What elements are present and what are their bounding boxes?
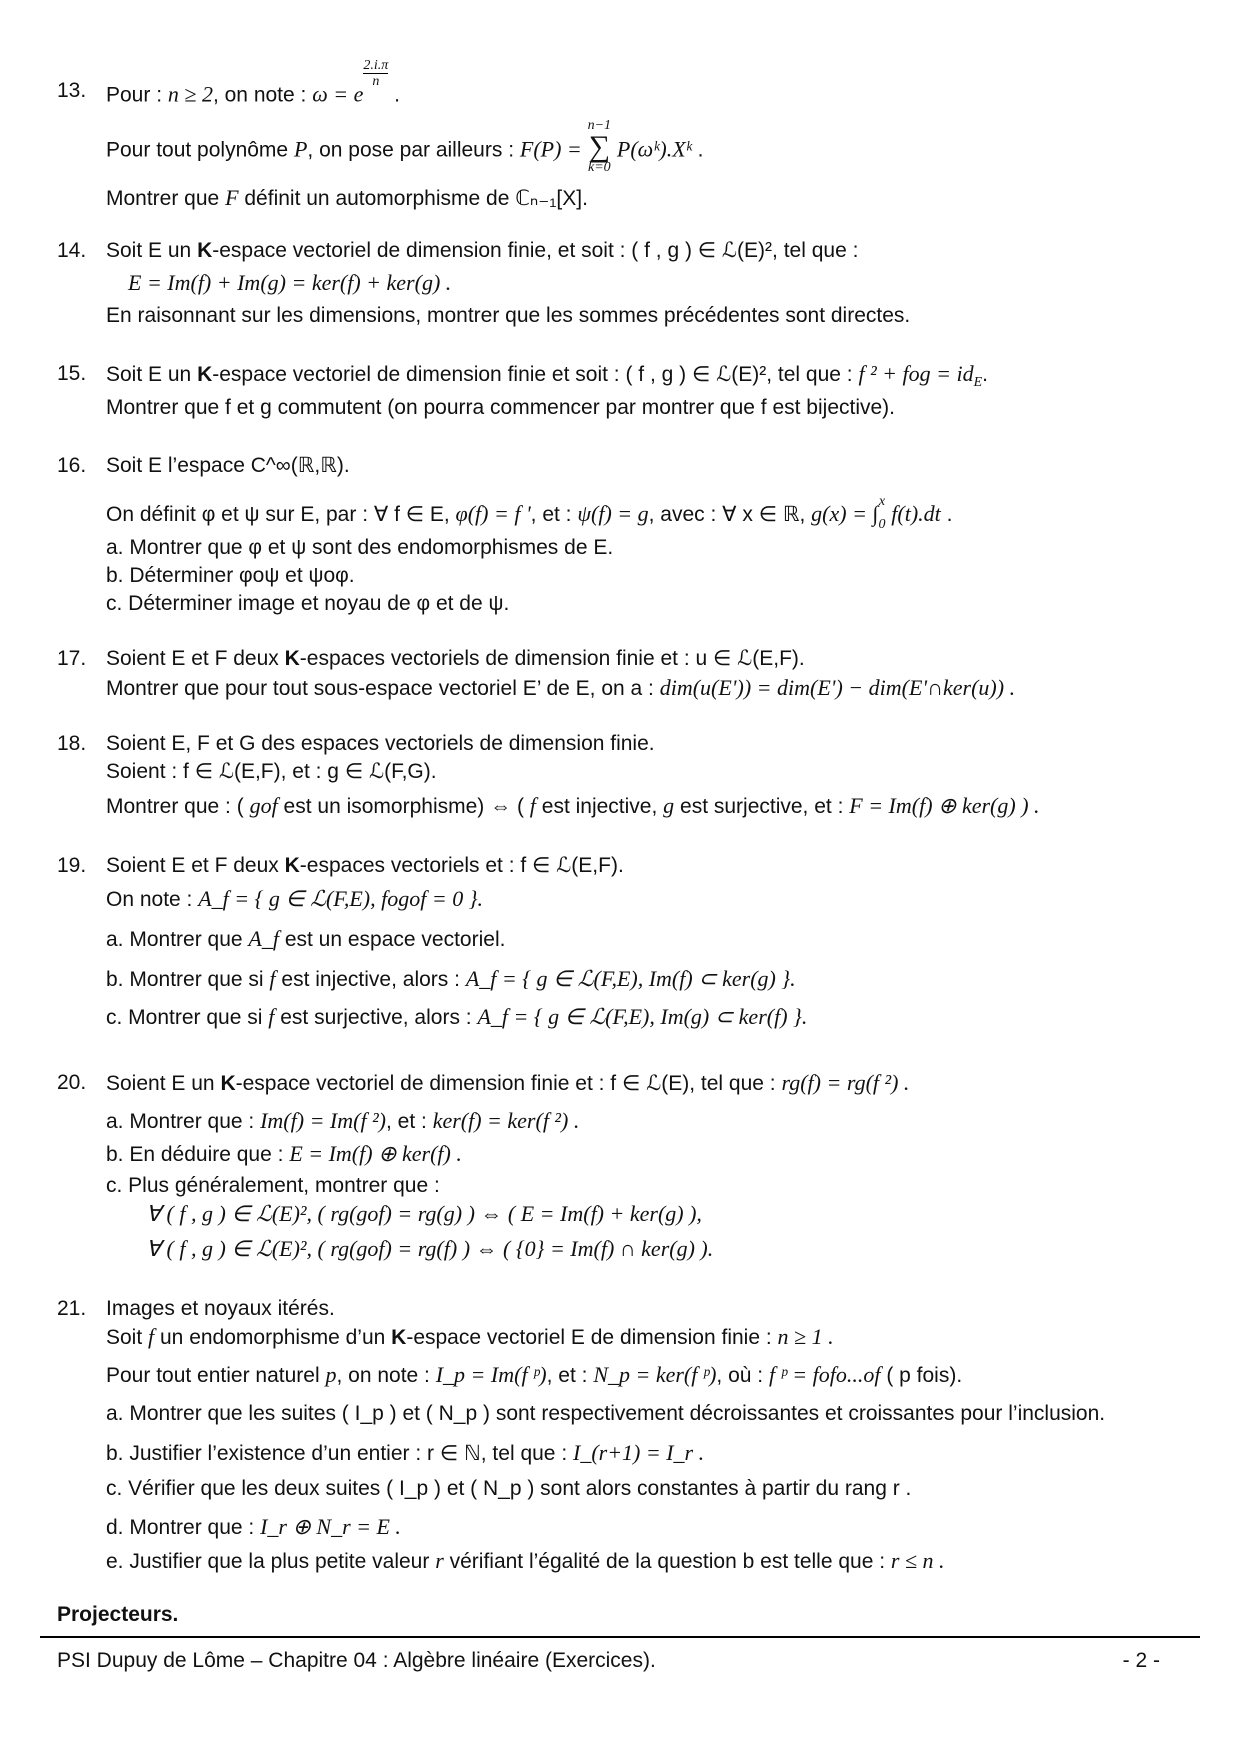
ex19-a [106, 928, 505, 950]
ex16-integrand: f(t).dt [891, 500, 941, 526]
ex20-c-formula1: ∀ ( f , g ) ∈ ℒ(E)², ( rg(gof) = rg(g) ) ⇔ ( E = Im(f) + ker(g) ), [146, 1201, 702, 1226]
ex21-K: K [391, 1326, 407, 1349]
ex16-b: b. Déterminer φoψ et ψoφ. [106, 564, 355, 587]
ex20-text1: Soient E un [106, 1072, 215, 1095]
ex18-line3 [106, 795, 1040, 817]
ex16-line1: Soit E l’espace C^∞(ℝ,ℝ). [106, 454, 350, 477]
ex19-line1 [106, 855, 624, 876]
ex18-text4: est surjective, et : [680, 795, 844, 818]
ex19-text2: -espaces vectoriels et : f ∈ ℒ(E,F). [299, 854, 624, 877]
ex19-c-f: f [268, 1004, 275, 1029]
ex14-line3: En raisonnant sur les dimensions, montrer que les sommes précédentes sont directes. [106, 304, 911, 327]
ex13-period2: . [697, 138, 704, 162]
ex16-psi: ψ(f) = g [577, 500, 649, 526]
ex14-text2: -espace vectoriel de dimension finie, et soit : ( f , g ) ∈ ℒ(E)², tel que : [212, 239, 859, 262]
ex14-text1: Soit E un [106, 239, 192, 262]
ex16-g-integral: g(x) = ∫ [811, 500, 879, 526]
ex20-a [106, 1110, 579, 1132]
ex18-number: 18. [57, 732, 87, 755]
ex21-b-text: b. Justifier l’existence d’un entier : r ∈ ℕ, tel que : [106, 1442, 568, 1465]
ex20-b-text: b. En déduire que : [106, 1143, 284, 1166]
ex19-text3: On note : [106, 888, 193, 911]
ex21-e-text1: e. Justifier que la plus petite valeur [106, 1550, 430, 1573]
ex19-K: K [284, 854, 300, 877]
ex21-p: p [325, 1362, 337, 1387]
ex15-line1 [106, 363, 988, 390]
ex15-text1: Soit E un [106, 363, 192, 386]
ex20-formula: rg(f) = rg(f ²) . [781, 1070, 910, 1095]
ex18-text1: Montrer que : ( [106, 795, 244, 818]
ex13-number: 13. [57, 79, 87, 102]
ex14-K: K [197, 239, 213, 262]
ex19-b-text1: b. Montrer que si [106, 968, 264, 991]
ex21-text7: , où : [716, 1364, 764, 1387]
ex16-integral-bounds: x 0 [878, 494, 886, 533]
ex19-c-text1: c. Montrer que si [106, 1006, 263, 1029]
ex19-c-text2: est surjective, alors : [280, 1006, 472, 1029]
ex20-number: 20. [57, 1071, 87, 1094]
ex18-g: g [663, 793, 675, 818]
ex20-b-formula: E = Im(f) ⊕ ker(f) . [289, 1141, 462, 1166]
ex20-a-formula1: Im(f) = Im(f ²) [260, 1108, 386, 1133]
section-title: Projecteurs. [57, 1603, 179, 1626]
ex21-fp: f ᵖ = fofo...of [768, 1362, 881, 1387]
ex21-text8: ( p fois). [886, 1364, 963, 1387]
ex17-formula: dim(u(E')) = dim(E') − dim(E'∩ker(u)) . [659, 675, 1016, 700]
ex21-line1: Images et noyaux itérés. [106, 1297, 335, 1320]
ex21-text6: , et : [546, 1364, 588, 1387]
ex21-line2 [106, 1326, 834, 1348]
ex19-Af-definition: A_f = { g ∈ ℒ(F,E), fogof = 0 }. [198, 886, 483, 911]
ex19-text1: Soient E et F deux [106, 854, 279, 877]
ex13-sum-term: P(ωᵏ).Xᵏ [616, 136, 692, 162]
ex16-line2 [106, 496, 952, 535]
ex15-number: 15. [57, 362, 87, 385]
ex13-text5: Montrer que [106, 187, 220, 210]
ex17-number: 17. [57, 647, 87, 670]
ex21-a: a. Montrer que les suites ( I_p ) et ( N_p ) sont respectivement décroissantes et croissantes pour l’inclusion. [106, 1402, 1106, 1425]
ex21-b-formula: I_(r+1) = I_r . [573, 1440, 705, 1465]
ex20-text2: -espace vectoriel de dimension finie et : f ∈ ℒ(E), tel que : [235, 1072, 776, 1095]
ex20-line1 [106, 1072, 909, 1094]
ex14-number: 14. [57, 239, 87, 262]
ex16-a: a. Montrer que φ et ψ sont des endomorphismes de E. [106, 536, 614, 559]
ex19-c [106, 1006, 807, 1028]
footer-title: PSI Dupuy de Lôme – Chapitre 04 : Algèbre linéaire (Exercices). [57, 1649, 656, 1672]
ex13-line1 [106, 58, 400, 112]
ex15-period: . [982, 363, 988, 386]
ex21-e-text2: vérifiant l’égalité de la question b est telle que : [449, 1550, 886, 1573]
ex21-e-r: r [435, 1548, 444, 1573]
ex19-b [106, 968, 796, 990]
ex21-text4: Pour tout entier naturel [106, 1364, 320, 1387]
ex13-F: F [225, 185, 239, 210]
ex16-phi: φ(f) = f ' [455, 500, 531, 526]
ex21-b [106, 1442, 704, 1464]
ex13-text4: , on pose par ailleurs : [307, 138, 515, 162]
ex19-a-text1: a. Montrer que [106, 928, 243, 951]
ex13-period: . [394, 83, 400, 107]
ex13-omega: ω = e [312, 81, 364, 107]
ex18-text3: est injective, [541, 795, 658, 818]
ex19-line2 [106, 888, 483, 910]
ex18-line2: Soient : f ∈ ℒ(E,F), et : g ∈ ℒ(F,G). [106, 760, 437, 783]
page-number: - 2 - [1122, 1649, 1160, 1672]
ex18-f: f [529, 793, 536, 818]
ex17-line1 [106, 648, 805, 669]
ex21-number: 21. [57, 1297, 87, 1320]
ex19-a-Af: A_f [248, 926, 279, 951]
ex20-a-formula2: ker(f) = ker(f ²) . [432, 1108, 580, 1133]
ex15-formula: f ² + fog = id [858, 361, 974, 386]
ex16-c: c. Déterminer image et noyau de φ et de ψ. [106, 592, 510, 615]
ex19-a-text2: est un espace vectoriel. [284, 928, 506, 951]
ex14-formula: E = Im(f) + Im(g) = ker(f) + ker(g) . [128, 270, 452, 295]
ex21-text3: -espace vectoriel E de dimension finie : [406, 1326, 772, 1349]
ex21-text2: un endomorphisme d’un [160, 1326, 386, 1349]
ex21-text5: , on note : [336, 1364, 430, 1387]
ex21-f: f [148, 1324, 155, 1349]
ex16-text2: , et : [530, 502, 572, 526]
ex20-K: K [220, 1072, 236, 1095]
ex13-text2: , on note : [212, 83, 307, 107]
ex15-text2: -espace vectoriel de dimension finie et soit : ( f , g ) ∈ ℒ(E)², tel que : [212, 363, 853, 386]
ex13-text: Pour : [106, 83, 163, 107]
ex20-b [106, 1143, 462, 1165]
ex19-c-formula: A_f = { g ∈ ℒ(F,E), Im(g) ⊂ ker(f) }. [477, 1004, 808, 1029]
ex21-c: c. Vérifier que les deux suites ( I_p ) et ( N_p ) sont alors constantes à partir du rang r . [106, 1477, 912, 1500]
ex16-number: 16. [57, 454, 87, 477]
ex21-text1: Soit [106, 1326, 143, 1349]
ex20-c-formula2: ∀ ( f , g ) ∈ ℒ(E)², ( rg(gof) = rg(f) ) ⇔ ( {0} = Im(f) ∩ ker(g) ). [146, 1236, 714, 1261]
ex15-sub-E: E [973, 375, 983, 391]
ex21-formula: n ≥ 1 . [777, 1324, 834, 1349]
ex21-d [106, 1516, 401, 1538]
ex13-F-of-P: F(P) = [519, 136, 582, 162]
ex21-d-formula: I_r ⊕ N_r = E . [260, 1514, 401, 1539]
ex20-c: c. Plus généralement, montrer que : [106, 1174, 440, 1197]
footer-rule [40, 1636, 1200, 1638]
ex19-b-formula: A_f = { g ∈ ℒ(F,E), Im(f) ⊂ ker(g) }. [465, 966, 796, 991]
ex16-text1: On définit φ et ψ sur E, par : ∀ f ∈ E, [106, 502, 450, 526]
ex19-b-f: f [269, 966, 276, 991]
ex13-condition: n ≥ 2 [167, 81, 213, 107]
ex13-text3: Pour tout polynôme [106, 138, 289, 162]
ex13-P: P [293, 136, 308, 162]
ex20-a-text1: a. Montrer que : [106, 1110, 255, 1133]
ex21-Ip: I_p = Im(f ᵖ) [435, 1362, 547, 1387]
ex21-e-formula: r ≤ n . [890, 1548, 945, 1573]
ex17-line2 [106, 677, 1015, 699]
ex16-text3: , avec : ∀ x ∈ ℝ, [648, 502, 806, 526]
ex19-number: 19. [57, 854, 87, 877]
ex15-K: K [197, 363, 213, 386]
ex14-line1 [106, 240, 858, 261]
ex18-formula: F = Im(f) ⊕ ker(g) ) . [849, 793, 1040, 818]
ex20-a-text2: , et : [386, 1110, 427, 1133]
ex17-K: K [284, 647, 300, 670]
ex13-line2 [106, 118, 704, 180]
ex21-Np: N_p = ker(f ᵖ) [593, 1362, 717, 1387]
ex21-e [106, 1550, 945, 1572]
ex13-exponent: $\frac{2.i.\pi}{n}$ [363, 58, 389, 90]
ex21-line3 [106, 1364, 962, 1386]
ex18-gof: gof [249, 793, 278, 818]
ex17-text2: -espaces vectoriels de dimension finie et : u ∈ ℒ(E,F). [299, 647, 805, 670]
ex16-period: . [946, 502, 953, 526]
ex17-text1: Soient E et F deux [106, 647, 279, 670]
ex18-text2: est un isomorphisme) ⇔ ( [283, 795, 524, 818]
ex21-d-text: d. Montrer que : [106, 1516, 255, 1539]
ex15-line2: Montrer que f et g commutent (on pourra commencer par montrer que f est bijective). [106, 396, 896, 419]
ex13-text6: définit un automorphisme de ℂₙ₋₁[X]. [244, 187, 588, 210]
ex13-line3 [106, 187, 588, 209]
ex19-b-text2: est injective, alors : [281, 968, 460, 991]
ex17-text3: Montrer que pour tout sous-espace vectoriel E’ de E, on a : [106, 677, 654, 700]
ex18-line1: Soient E, F et G des espaces vectoriels de dimension finie. [106, 732, 655, 755]
ex13-sum: n−1 ∑ k=0 [587, 118, 612, 176]
